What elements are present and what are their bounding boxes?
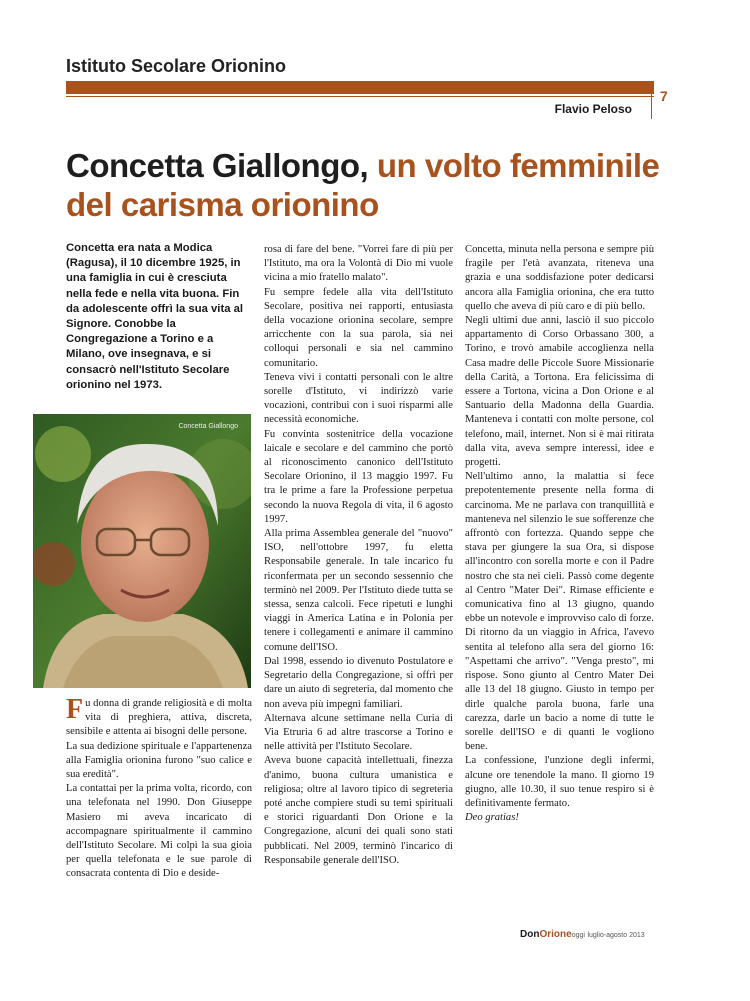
paragraph: Nell'ultimo anno, la malattia si fece prepotentemente presente nella forma di carcinoma. Me ne parlava con tranquillità e manteneva nel silenzio le sue sofferenze che affrontò con fortezza. Quando seppe che stava per giungere la sua Ora, si dispose all'incontro con sorella morte e con il Padre nostro che sta nei cieli. Passò come degente al Centro "Mater Dei". Rimase efficiente e comunicativa fino al 13 giugno, quando ebbe un notevole e improvviso calo di forze. (465, 471, 654, 625)
footer-issue: luglio-agosto 2013 (587, 932, 645, 939)
paragraph: Negli ultimi due anni, lasciò il suo piccolo appartamento di Corso Orbassano 300, a Torino, e trovò amabile accoglienza nella Casa madre delle Piccole Suore Missionarie della Carità, a Tortona. Era felicissima di essere a Tortona, vicina a Don Orione e al Santuario della Madonna della Guardia. Manteneva i contatti con molte persone, col telefono, mail, internet. Non si è mai ritirata dalla vita, aveva sempre interessi, idee e progetti. (465, 315, 654, 469)
paragraph: Dal 1998, essendo io divenuto Postulatore e Segretario della Congregazione, si offrì per dare un aiuto di segreteria, dal momento che non aveva più impegni familiari. (264, 655, 453, 710)
drop-cap: F (66, 694, 84, 725)
paragraph: Fu sempre fedele alla vita dell'Istituto Secolare, positiva nei rapporti, entusiasta della vocazione orionina secolare, sempre arricchente con la sua parola, sia nei colloqui personali e sia nel cammino comunitario. (264, 286, 453, 369)
paragraph: rosa di fare del bene. "Vorrei fare di più per l'Istituto, ma ora la Volontà di Dio mi vuole vicina a mio fratello malato". (264, 244, 453, 284)
title-subtitle: un volto femminile del carisma orionino (66, 147, 660, 223)
footer-brand-don: Don (520, 929, 540, 940)
portrait-photo (33, 414, 251, 688)
paragraph: Concetta, minuta nella persona e sempre più fragile per l'età avanzata, riteneva una grazia e una soddisfazione poter dedicarsi ancora alla Famiglia orionina, che era tutto quello che aveva di più caro e di più bello. (465, 244, 654, 312)
paragraph: Fu donna di grande religiosità e di molta vita di preghiera, attiva, discreta, sensibile e attenta ai bisogni delle persone. (66, 694, 252, 738)
footer-brand-oggi: oggi (571, 932, 585, 939)
footer-brand-orione: Orione (539, 929, 572, 940)
author-name: Flavio Peloso (554, 102, 632, 116)
column-2 (264, 243, 453, 868)
header-bar (66, 81, 654, 94)
article-lead: Concetta era nata a Modica (Ragusa), il 10 dicembre 1925, in una famiglia in cui è cresciuta nella fede e nella vita buona. Fin da adolescente offrì la sua vita al Signore. Conobbe la Congregazione a Torino e a Milano, ove insegnava, e si consacrò nell'Istituto Secolare orionino nel 1973. (66, 242, 244, 391)
page-number: 7 (660, 88, 668, 104)
column-3 (465, 243, 654, 825)
title-name: Concetta Giallongo, (66, 147, 369, 184)
paragraph: La sua dedizione spirituale e l'appartenenza alla Famiglia orionina furono "suo calice e sua eredità". (66, 740, 252, 781)
paragraph: Alla prima Assemblea generale del "nuovo" ISO, nell'ottobre 1997, fu eletta Responsabile generale. In tale incarico fu riconfermata per un secondo sessennio che terminò nel 2009. Per l'Istituto diede tutta se stessa, senza calcoli. Fece ripetuti e lunghi viaggi in America Latina e in Polonia per tenere i collegamenti e animare il cammino comune dell'ISO. (264, 528, 453, 653)
paragraph: Teneva vivi i contatti personali con le altre sorelle d'Istituto, vi indirizzò varie vocazioni, contribuì con i suoi risparmi alle necessità economiche. (264, 371, 453, 426)
page-number-divider (651, 81, 652, 119)
closing-line: Deo gratias! (465, 812, 519, 824)
section-title: Istituto Secolare Orionino (66, 56, 287, 76)
paragraph: La contattai per la prima volta, ricordo, con una telefonata nel 1990. Don Giuseppe Masiero mi aveva incaricato di accompagnare spiritualmente il cammino dell'Istituto Secolare. Mi colpì la sua gioia per quella telefonata e le sue parole di consacrata contenta di Dio e deside- (66, 783, 252, 880)
paragraph: La confessione, l'unzione degli infermi, alcune ore tenendole la mano. Il giorno 19 giugno, alle 10.30, il suo tenue respiro si è definitivamente fermato. (465, 755, 654, 809)
article-title (66, 146, 666, 224)
column-1 (66, 694, 252, 882)
paragraph: Aveva buone capacità intellettuali, finezza d'animo, buona cultura umanistica e religiosa; oltre al lavoro tipico di segreteria poté anche compiere studi su temi spirituali e storici riguardanti Don Orione e la Congregazione, alcuni dei quali sono stati pubblicati. Nel 2009, terminò l'incarico di Responsabile generale dell'ISO. (264, 755, 453, 866)
photo-caption: Concetta Giallongo (178, 423, 238, 430)
portrait-illustration (33, 414, 251, 688)
paragraph: Alternava alcune settimane nella Curia di Via Etruria 6 ad altre trascorse a Torino e nelle attività per l'Istituto Secolare. (264, 712, 453, 753)
paragraph: Fu convinta sostenitrice della vocazione laicale e secolare e del cammino che portò al riconoscimento canonico dell'Istituto Secolare Orionino, il 13 maggio 1997. Fu tra le prime a fare la Professione perpetua secondo la nuova Regola di vita, il 6 agosto 1997. (264, 428, 453, 525)
header-rule (66, 96, 654, 97)
paragraph: Di ritorno da un viaggio in Africa, l'avevo sentita al telefono alla sera del giorno 16: "Aspettami che arrivo". "Venga presto", mi rispose. Sono giunto al Centro Mater Dei alle 13 del 18 giugno. Giusto in tempo per dirle qualche parola buona, farle una carezza, darle un bacio a nome di tutte le sorelle dell'ISO e di quanti le vogliono bene. (465, 627, 654, 753)
footer (520, 929, 645, 940)
